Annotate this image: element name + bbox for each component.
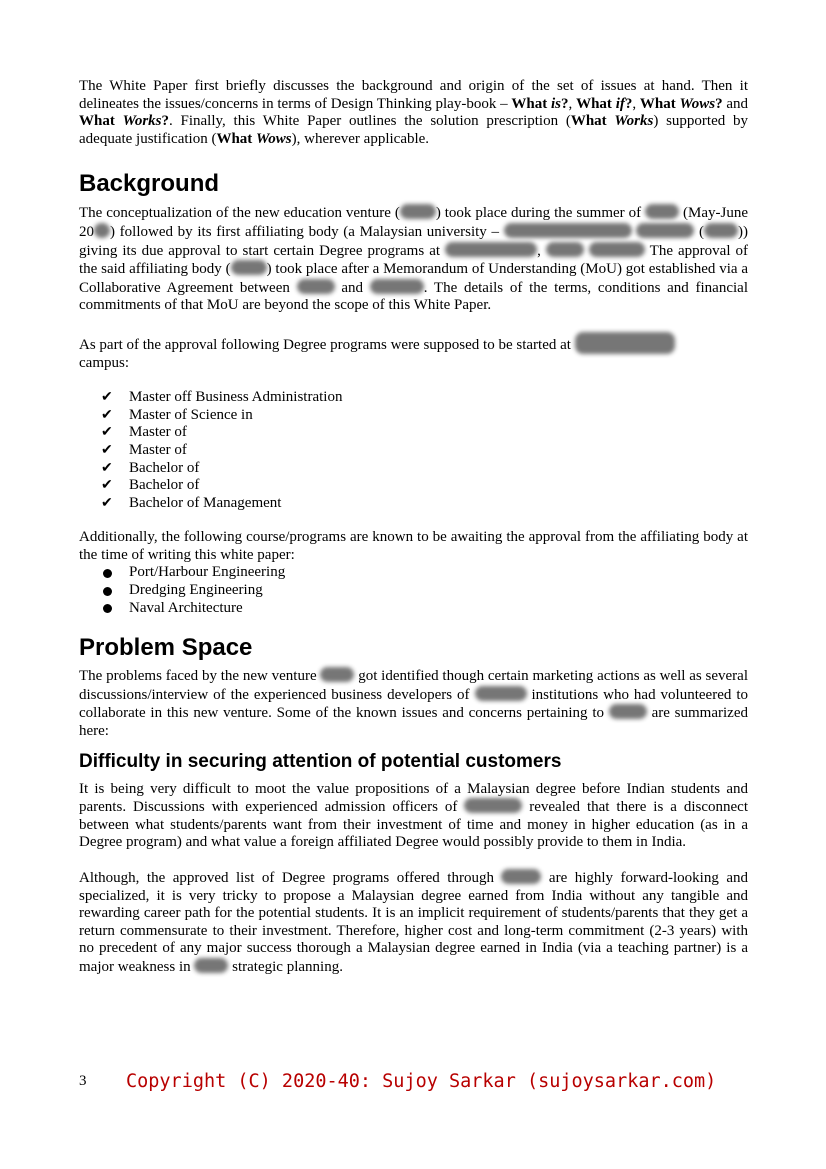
redaction bbox=[464, 798, 522, 813]
redaction bbox=[504, 223, 632, 238]
background-paragraph-3: Additionally, the following course/programs are known to be awaiting the approval from the affiliating body at the time of writing this white paper: bbox=[79, 529, 748, 563]
checkmark-icon: ✔ bbox=[101, 407, 113, 423]
list-item: ✔ Master of bbox=[101, 424, 187, 441]
redaction bbox=[645, 204, 679, 219]
redaction bbox=[297, 279, 335, 294]
problem-paragraph-1: The problems faced by the new venture got identified though certain marketing actions as well as several discussions/interview of the experienced business developers of institutions who had volunteered to collaborate in this new venture. Some of the known issues and concerns pertaining to are summarized here: bbox=[79, 668, 748, 740]
redaction bbox=[94, 223, 110, 238]
problem-paragraph-2: It is being very difficult to moot the value propositions of a Malaysian degree before Indian students and parents. Discussions with experienced admission officers of revealed that there is a disconnect between what students/parents want from their investment of time and money in higher education (as in a Degree program) and what value a foreign affiliated Degree would possibly provide to them in India. bbox=[79, 780, 748, 851]
copyright-notice: Copyright (C) 2020-40: Sujoy Sarkar (sujoysarkar.com) bbox=[126, 1071, 717, 1092]
bullet-icon bbox=[103, 604, 112, 613]
redaction bbox=[589, 242, 645, 257]
redaction bbox=[400, 204, 436, 219]
background-paragraph-2: As part of the approval following Degree programs were supposed to be started at campus: bbox=[79, 332, 748, 372]
redaction bbox=[609, 704, 647, 719]
redaction bbox=[575, 332, 675, 354]
difficulty-subheading: Difficulty in securing attention of potential customers bbox=[79, 750, 562, 772]
approved-programs-list bbox=[79, 389, 748, 512]
list-item: ✔ Bachelor of bbox=[101, 459, 200, 476]
list-item: Naval Architecture bbox=[79, 600, 748, 618]
redaction bbox=[546, 242, 584, 257]
pending-programs-list bbox=[79, 564, 748, 617]
redaction bbox=[320, 667, 354, 682]
list-item: ✔ Master of Science in bbox=[101, 406, 253, 423]
list-item: ✔ Master off Business Administration bbox=[101, 389, 343, 406]
checkmark-icon: ✔ bbox=[101, 425, 113, 441]
checkmark-icon: ✔ bbox=[101, 460, 113, 476]
background-paragraph-1: The conceptualization of the new education venture ( ) took place during the summer of (May-June 20 ) followed by its first affiliating body (a Malaysian university – ( )) giving its due approval to start certain Degree programs at , The approval of the said affiliating body ( ) took place after a Memorandum of Understanding (MoU) got established via a Collaborative Agreement between and . The details of the terms, conditions and financial commitments of that MoU are beyond the scope of this White Paper. bbox=[79, 205, 749, 314]
redaction bbox=[370, 279, 424, 294]
problem-paragraph-3: Although, the approved list of Degree programs offered through are highly forward-looking and specialized, it is very tricky to propose a Malaysian degree earned from India without any tangible and rewarding career path for the potential students. It is an implicit requirement of students/parents that they get a return commensurate to their investment. Therefore, higher cost and long-term commitment (2-3 years) with no precedent of any major success thorough a Malaysian degree earned in India (via a teaching partner) is a major weakness in strategic planning. bbox=[79, 870, 748, 975]
list-item: ✔ Bachelor of bbox=[101, 477, 200, 494]
checkmark-icon: ✔ bbox=[101, 478, 113, 494]
background-heading: Background bbox=[79, 170, 220, 198]
redaction bbox=[231, 260, 267, 275]
list-item: ✔ Bachelor of Management bbox=[101, 494, 282, 511]
page-body bbox=[79, 78, 748, 977]
redaction bbox=[194, 958, 228, 973]
redaction bbox=[704, 223, 738, 238]
checkmark-icon: ✔ bbox=[101, 495, 113, 511]
redaction bbox=[501, 869, 541, 884]
page-footer bbox=[79, 1071, 759, 1093]
redaction bbox=[636, 223, 694, 238]
checkmark-icon: ✔ bbox=[101, 390, 113, 406]
redaction bbox=[445, 242, 537, 257]
list-item: ✔ Master of bbox=[101, 441, 187, 458]
problem-space-heading: Problem Space bbox=[79, 634, 253, 662]
bullet-icon bbox=[103, 587, 112, 596]
list-item: Port/Harbour Engineering bbox=[79, 564, 748, 582]
checkmark-icon: ✔ bbox=[101, 442, 113, 458]
bullet-icon bbox=[103, 569, 112, 578]
page-number: 3 bbox=[79, 1073, 87, 1089]
redaction bbox=[475, 686, 527, 701]
list-item: Dredging Engineering bbox=[79, 582, 748, 600]
intro-paragraph: The White Paper first briefly discusses the background and origin of the set of issues at hand. Then it delineates the issues/concerns in terms of Design Thinking play-book – What is?, What if?, What Wows? and What Works?. Finally, this White Paper outlines the solution prescription (What Works) supported by adequate justification (What Wows), wherever applicable. bbox=[79, 78, 749, 147]
